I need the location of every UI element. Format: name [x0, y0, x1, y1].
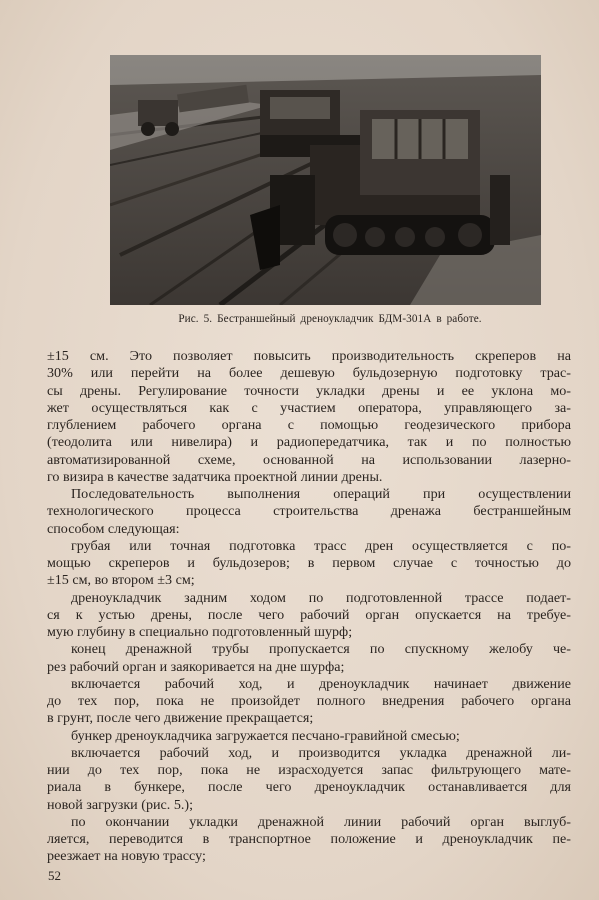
text-line: сы дрены. Регулирование точности укладки дрены и ее уклона мо-	[47, 382, 571, 399]
text-line: рез рабочий орган и заякоривается на дне шурфа;	[47, 658, 345, 675]
text-line: в грунт, после чего движение прекращается;	[47, 710, 314, 727]
text-line: (теодолита или нивелира) и радиопередатчика, так и по полностью	[47, 434, 571, 451]
text-line: способом следующая:	[47, 520, 180, 537]
text-line: новой загрузки (рис. 5.);	[47, 796, 194, 813]
text-line: Последовательность выполнения операций при осуществлении	[71, 486, 571, 502]
figure-photo	[110, 55, 541, 305]
text-line: 30% или перейти на более дешевую бульдозерную подготовку трас-	[47, 365, 571, 382]
text-line: реезжает на новую трассу;	[47, 848, 206, 865]
text-line: ляется, переводится в транспортное положение и дреноукладчик пе-	[47, 831, 571, 847]
text-line: бункер дреноукладчика загружается песчано-гравийной смесью;	[71, 727, 460, 744]
text-line: до тех пор, пока не произойдет полного внедрения рабочего органа	[47, 693, 571, 709]
text-line: мую глубину в специально подготовленный шурф;	[47, 624, 353, 640]
text-line: по окончании укладки дренажной линии рабочий орган выглуб-	[71, 813, 571, 830]
text-line: го визира в качестве задатчика проектной линии дрены.	[47, 468, 383, 485]
text-line: конец дренажной трубы пропускается по спускному желобу че-	[71, 641, 571, 658]
text-line: глублением рабочего органа с помощью геодезического прибора	[47, 417, 571, 433]
text-line: мощью скреперов и бульдозеров; в первом случае с точностью до	[47, 555, 571, 571]
text-line: включается рабочий ход, и производится укладка дренажной ли-	[71, 744, 571, 761]
text-line: ±15 см, во втором ±3 см;	[47, 572, 195, 589]
text-line: грубая или точная подготовка трасс дрен осуществляется с по-	[71, 537, 571, 554]
text-line: ся к устью дрены, после чего рабочий орган опускается на требуе-	[47, 606, 571, 623]
text-line: ±15 см. Это позволяет повысить производительность скреперов на	[47, 348, 571, 364]
figure-caption: Рис. 5. Бестраншейный дреноукладчик БДМ-301А в работе.	[178, 313, 482, 325]
page-number: 52	[48, 868, 61, 883]
drainlayer-photo-illustration	[110, 55, 541, 305]
text-line: жет осуществляться как с участием оператора, управляющего за-	[47, 399, 571, 416]
text-line: нии до тех пор, пока не израсходуется запас фильтрующего мате-	[47, 762, 571, 778]
text-line: включается рабочий ход, и дреноукладчик начинает движение	[71, 675, 571, 692]
text-line: дреноукладчик задним ходом по подготовленной трассе подает-	[71, 589, 571, 606]
text-line: технологического процесса строительства дренажа бестраншейным	[47, 503, 571, 520]
body-text	[47, 348, 571, 866]
text-line: автоматизированной схеме, основанной на использовании лазерно-	[47, 451, 571, 468]
text-line: риала в бункере, после чего дреноукладчик останавливается для	[47, 779, 571, 796]
